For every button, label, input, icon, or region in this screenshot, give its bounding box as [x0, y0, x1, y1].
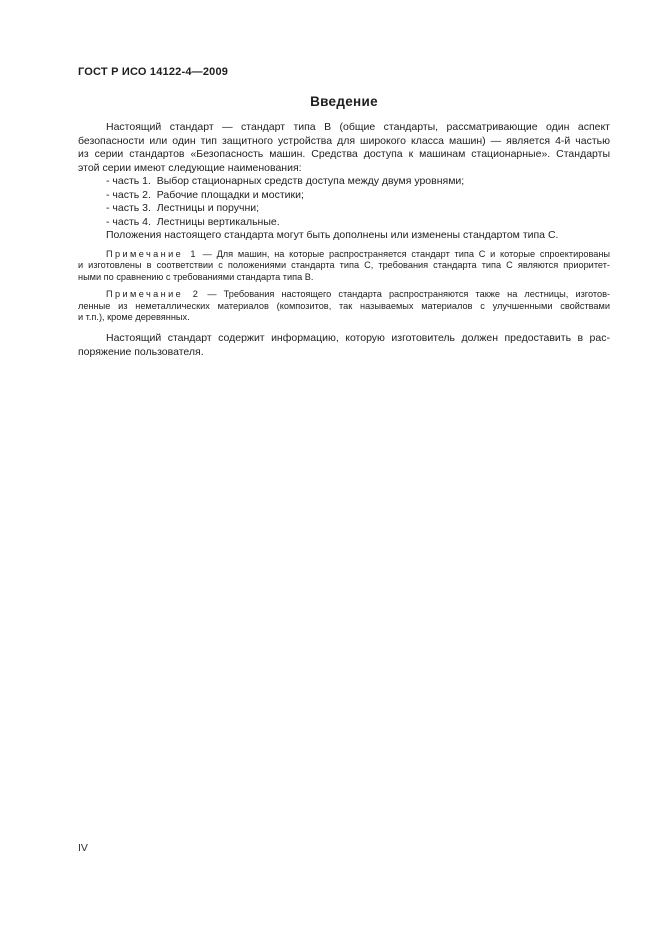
note-2-text: — Требования настоящего стандарта распространяются также на лестницы, изготов- [200, 289, 611, 300]
paragraph-line: из серии стандартов «Безопасность машин. Средства доступа к машинам стационарные». Стандарты [78, 148, 610, 160]
parts-list-item: - часть 3. Лестницы и поручни; [106, 202, 260, 214]
note-line [78, 289, 610, 301]
parts-list [78, 175, 610, 229]
paragraph-line: Настоящий стандарт — стандарт типа В (общие стандарты, рассматривающие один аспект [106, 121, 610, 133]
note-line: и изготовлены в соответствии с положениями стандарта типа С, требования стандарта типа С являются приоритет- [78, 260, 610, 271]
note-2 [78, 289, 610, 324]
intro-paragraph [78, 121, 610, 175]
paragraph-line: поряжение пользователя. [78, 345, 204, 358]
closing-paragraph [78, 332, 610, 359]
note-1-text: — Для машин, на которые распространяется стандарт типа С и которые спроектированы [197, 248, 611, 259]
paragraph-line: Положения настоящего стандарта могут быть дополнены или изменены стандартом типа С. [106, 229, 559, 241]
page-content [78, 66, 610, 359]
parts-list-item: - часть 4. Лестницы вертикальные. [106, 215, 280, 228]
paragraph-line: безопасности или один тип защитного устройства для широкого класса машин) — является 4-й частью [78, 134, 610, 147]
section-title: Введение [310, 94, 378, 109]
note-line: и т.п.), кроме деревянных. [78, 312, 190, 323]
standard-code-header: ГОСТ Р ИСО 14122-4—2009 [78, 66, 229, 78]
page-number: IV [78, 842, 88, 854]
note-line: ленные из неметаллических материалов (композитов, так называемых материалов с улучшенными свойствами [78, 300, 610, 311]
parts-list-item: - часть 2. Рабочие площадки и мостики; [106, 188, 304, 201]
paragraph-line: Настоящий стандарт содержит информацию, которую изготовитель должен предоставить в рас- [106, 332, 610, 345]
parts-list-item: - часть 1. Выбор стационарных средств доступа между двумя уровнями; [106, 175, 465, 187]
introduction-body [78, 121, 610, 359]
note-1 [78, 249, 610, 284]
note-line [78, 249, 610, 261]
note-1-label: Примечание 1 [106, 248, 198, 259]
note-2-label: Примечание 2 [106, 289, 201, 300]
note-line: ными по сравнению с требованиями стандарта типа В. [78, 271, 314, 282]
paragraph-line: этой серии имеют следующие наименования: [78, 161, 302, 174]
supplement-paragraph [78, 229, 610, 243]
